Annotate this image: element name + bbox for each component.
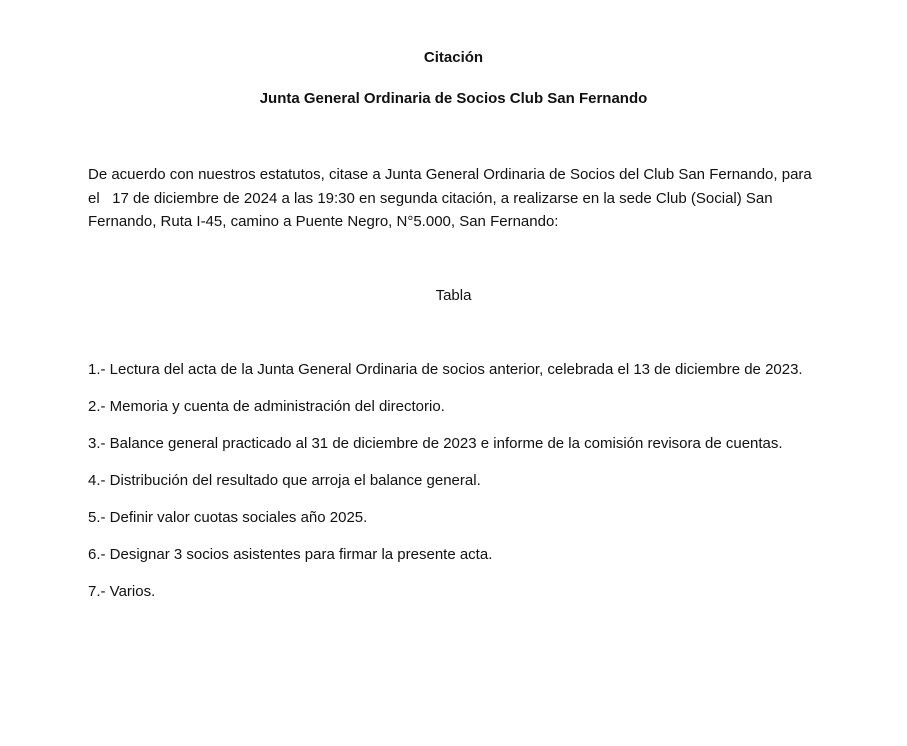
agenda-item: 5.- Definir valor cuotas sociales año 2025. — [88, 509, 368, 526]
table-heading: Tabla — [435, 287, 472, 304]
agenda-list — [88, 358, 818, 617]
intro-paragraph: De acuerdo con nuestros estatutos, citase a Junta General Ordinaria de Socios del Club San Fernando, para el 17 de diciembre de 2024 a las 19:30 en segunda citación, a realizarse en la sede Club (Social) San Fernando, Ruta I-45, camino a Puente Negro, N°5.000, San Fernando: — [88, 166, 816, 230]
document-title: Citación — [423, 49, 484, 66]
agenda-item: 4.- Distribución del resultado que arroja el balance general. — [88, 472, 481, 489]
agenda-item: 1.- Lectura del acta de la Junta General Ordinaria de socios anterior, celebrada el 13 de diciembre de 2023. — [88, 361, 803, 378]
agenda-item: 3.- Balance general practicado al 31 de diciembre de 2023 e informe de la comisión revisora de cuentas. — [88, 435, 783, 452]
agenda-item: 2.- Memoria y cuenta de administración del directorio. — [88, 398, 445, 415]
agenda-item: 7.- Varios. — [88, 583, 156, 600]
agenda-item: 6.- Designar 3 socios asistentes para firmar la presente acta. — [88, 546, 493, 563]
document-subtitle: Junta General Ordinaria de Socios Club San Fernando — [259, 90, 648, 107]
